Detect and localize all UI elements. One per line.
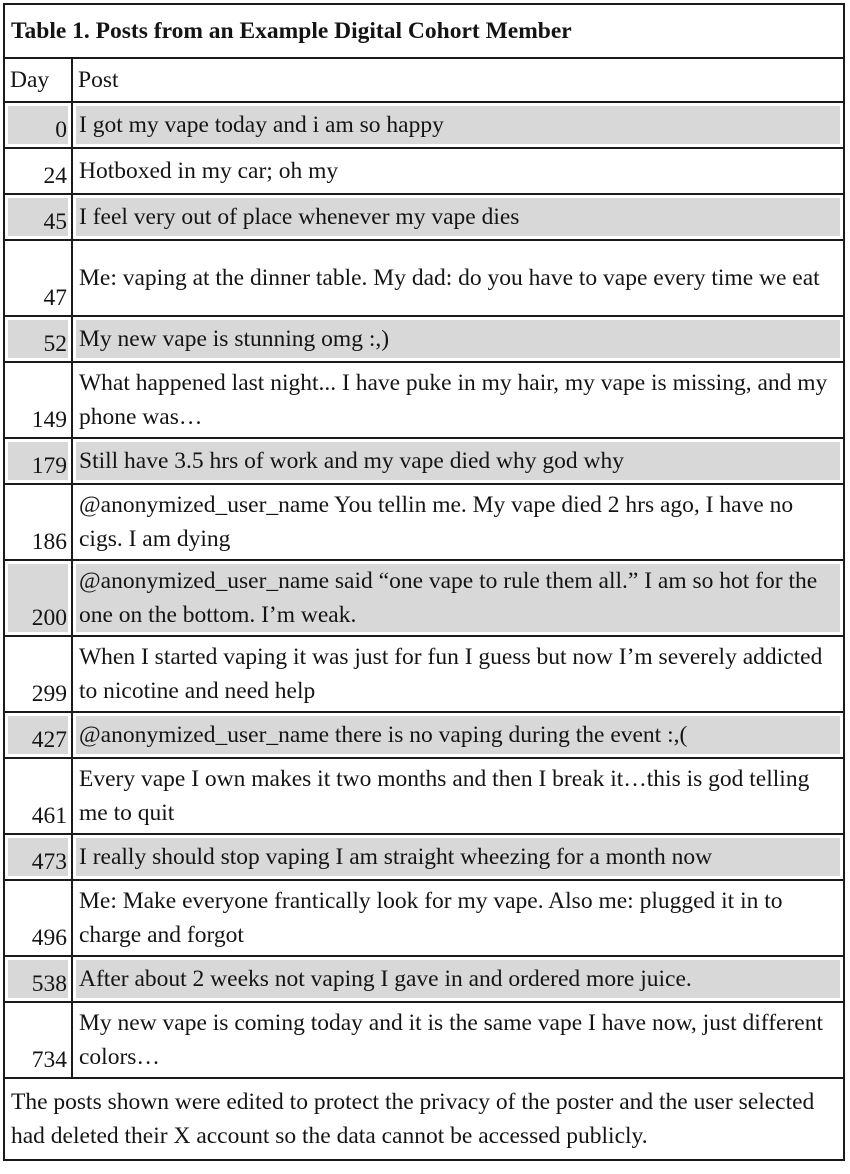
- post-cell: After about 2 weeks not vaping I gave in and ordered more juice.: [72, 956, 844, 1002]
- day-cell: 427: [4, 712, 72, 758]
- day-cell: 734: [4, 1002, 72, 1078]
- table-row: [4, 956, 844, 1002]
- post-cell: I really should stop vaping I am straight wheezing for a month now: [72, 834, 844, 880]
- day-cell: 179: [4, 438, 72, 484]
- day-cell: 24: [4, 148, 72, 194]
- day-cell: 538: [4, 956, 72, 1002]
- day-cell: 473: [4, 834, 72, 880]
- day-cell: 0: [4, 102, 72, 148]
- column-header-day: Day: [4, 58, 72, 102]
- table-row: [4, 484, 844, 560]
- post-cell: Still have 3.5 hrs of work and my vape died why god why: [72, 438, 844, 484]
- table-row: [4, 240, 844, 316]
- day-cell: 200: [4, 560, 72, 636]
- table-row: [4, 316, 844, 362]
- day-cell: 149: [4, 362, 72, 438]
- table-row: [4, 438, 844, 484]
- table-row: [4, 834, 844, 880]
- day-cell: 47: [4, 240, 72, 316]
- table-row: [4, 362, 844, 438]
- table-row: [4, 636, 844, 712]
- column-header-post: Post: [72, 58, 844, 102]
- post-cell: Me: Make everyone frantically look for my vape. Also me: plugged it in to charge and forgot: [72, 880, 844, 956]
- post-cell: I got my vape today and i am so happy: [72, 102, 844, 148]
- table-row: [4, 560, 844, 636]
- table-title: Table 1. Posts from an Example Digital Cohort Member: [4, 4, 844, 58]
- day-cell: 186: [4, 484, 72, 560]
- day-cell: 496: [4, 880, 72, 956]
- table-row: [4, 148, 844, 194]
- table-row: [4, 194, 844, 240]
- day-cell: 45: [4, 194, 72, 240]
- table-row: [4, 1002, 844, 1078]
- post-cell: When I started vaping it was just for fun I guess but now I’m severely addicted to nicotine and need help: [72, 636, 844, 712]
- table-row: [4, 712, 844, 758]
- table-row: [4, 102, 844, 148]
- post-cell: My new vape is stunning omg :,): [72, 316, 844, 362]
- table-row: [4, 880, 844, 956]
- post-cell: Every vape I own makes it two months and then I break it…this is god telling me to quit: [72, 758, 844, 834]
- day-cell: 299: [4, 636, 72, 712]
- post-cell: Hotboxed in my car; oh my: [72, 148, 844, 194]
- post-cell: What happened last night... I have puke in my hair, my vape is missing, and my phone was…: [72, 362, 844, 438]
- post-cell: @anonymized_user_name there is no vaping during the event :,(: [72, 712, 844, 758]
- post-cell: @anonymized_user_name You tellin me. My vape died 2 hrs ago, I have no cigs. I am dying: [72, 484, 844, 560]
- day-cell: 52: [4, 316, 72, 362]
- post-cell: I feel very out of place whenever my vape dies: [72, 194, 844, 240]
- table-footnote: The posts shown were edited to protect the privacy of the poster and the user selected had deleted their X account so the data cannot be accessed publicly.: [4, 1078, 844, 1160]
- posts-table: [3, 3, 845, 1161]
- table-row: [4, 758, 844, 834]
- post-cell: Me: vaping at the dinner table. My dad: do you have to vape every time we eat: [72, 240, 844, 316]
- day-cell: 461: [4, 758, 72, 834]
- post-cell: @anonymized_user_name said “one vape to rule them all.” I am so hot for the one on the bottom. I’m weak.: [72, 560, 844, 636]
- post-cell: My new vape is coming today and it is the same vape I have now, just different colors…: [72, 1002, 844, 1078]
